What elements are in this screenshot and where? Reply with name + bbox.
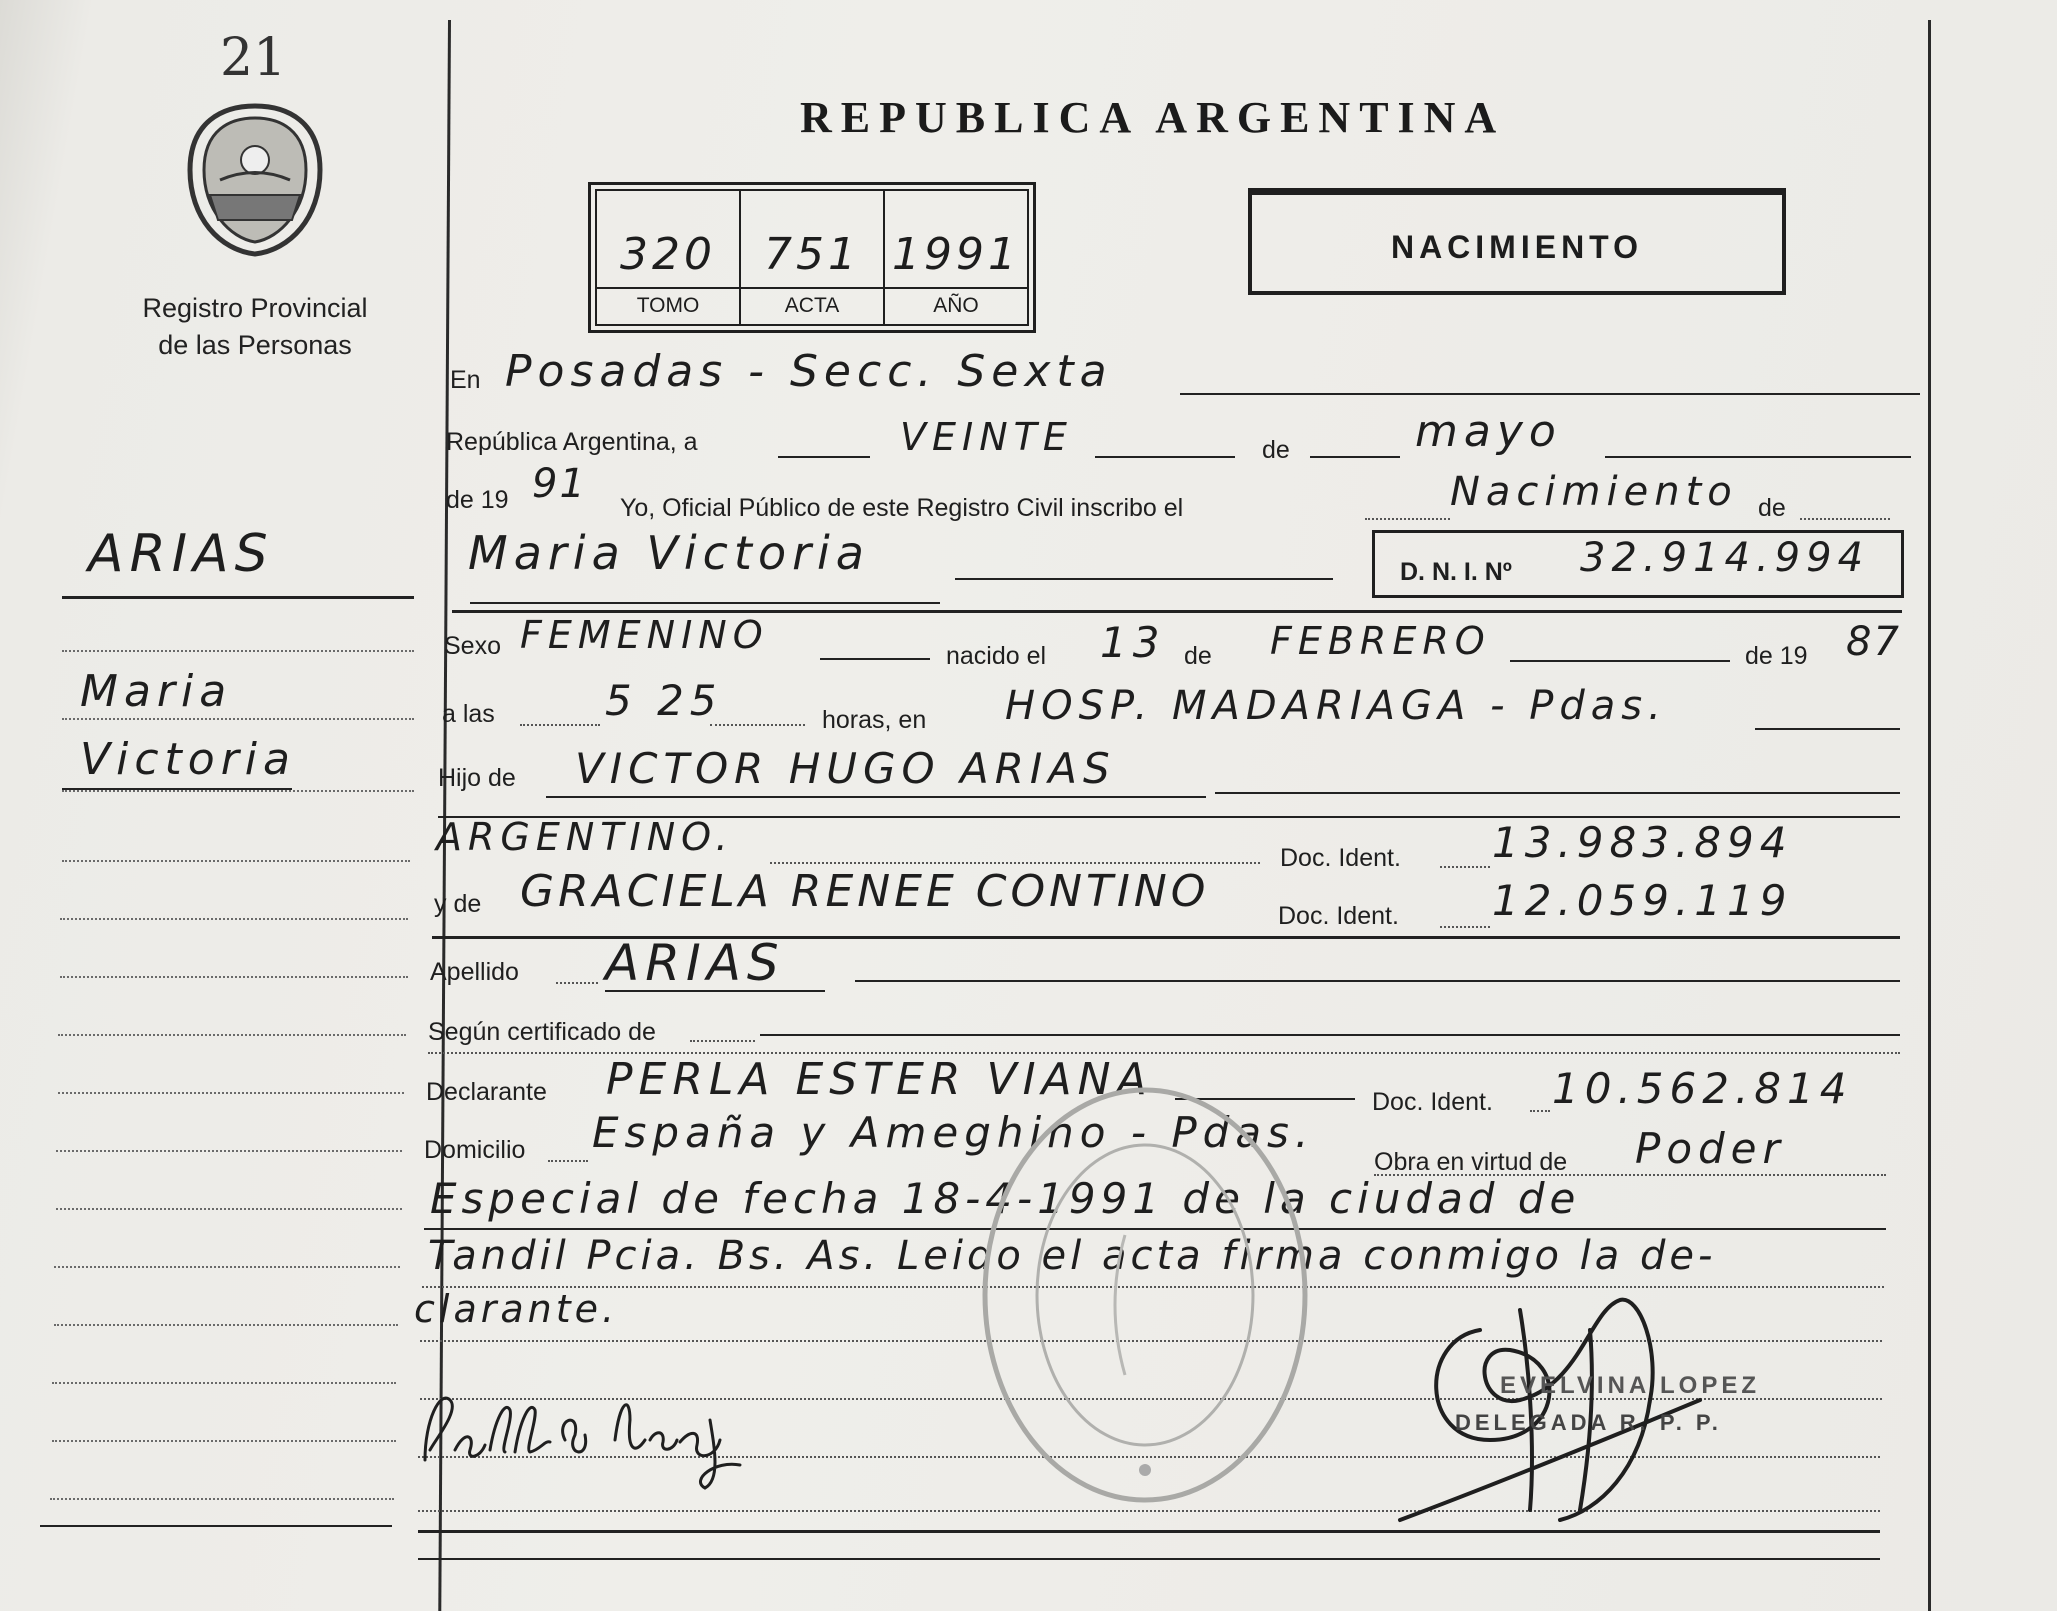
registry-line-1: Registro Provincial <box>142 293 368 323</box>
surname: ARIAS <box>605 934 785 992</box>
margin-given-name-1: Maria <box>80 666 233 717</box>
margin-dotted-line <box>62 790 414 792</box>
margin-dotted-line <box>62 860 410 862</box>
segun-rule <box>760 1034 1900 1036</box>
father-name-rule <box>1215 792 1900 794</box>
birth-month-rule <box>1510 660 1730 662</box>
margin-dotted-line <box>56 1208 402 1210</box>
father-name-underline <box>546 796 1206 798</box>
sex-rule <box>820 658 930 660</box>
bottom-rule-2 <box>418 1558 1880 1560</box>
birth-place: HOSP. MADARIAGA - Pdas. <box>1005 683 1667 729</box>
apellido-label: Apellido <box>430 958 519 986</box>
margin-rule <box>62 596 414 599</box>
document-type-box <box>1248 188 1786 295</box>
segun-dots <box>690 1040 755 1042</box>
surname-underline <box>605 990 825 992</box>
surname-rule <box>855 980 1900 982</box>
registry-name <box>95 290 415 364</box>
margin-given-name-2: Victoria <box>80 734 296 785</box>
declarant-doc-dots <box>1530 1110 1550 1112</box>
horas-label: horas, en <box>822 706 927 734</box>
birth-year-suffix: 87 <box>1846 619 1901 665</box>
segun-label: Según certificado de <box>428 1018 656 1046</box>
margin-dotted-line <box>56 1150 402 1152</box>
full-name: Maria Victoria <box>468 526 870 580</box>
page-number: 21 <box>220 28 287 88</box>
day-rule-right <box>1095 456 1235 458</box>
province-seal-icon <box>180 100 330 260</box>
month-rule-left <box>1310 456 1400 458</box>
nacido-label: nacido el <box>946 642 1047 670</box>
declarant-doc-label: Doc. Ident. <box>1372 1088 1493 1116</box>
de19-label-2: de 19 <box>1745 642 1808 670</box>
margin-dotted-line <box>54 1324 398 1326</box>
sexo-label: Sexo <box>444 632 501 660</box>
declarant-signature <box>415 1380 745 1490</box>
reference-box <box>588 182 1036 333</box>
mother-doc-label: Doc. Ident. <box>1278 902 1399 930</box>
obra-label: Obra en virtud de <box>1374 1148 1568 1176</box>
declarant: PERLA ESTER VIANA <box>606 1054 1153 1105</box>
acta-value: 751 <box>764 229 860 280</box>
tomo-cell <box>597 191 741 324</box>
dni-label: D. N. I. Nº <box>1400 558 1512 586</box>
margin-dotted-line <box>50 1498 394 1500</box>
sex: FEMENINO <box>520 613 769 657</box>
father-doc: 13.983.894 <box>1492 818 1793 867</box>
dni-value: 32.914.994 <box>1580 535 1870 581</box>
officer-name-stamp: EVELVINA LOPEZ <box>1500 1372 1761 1399</box>
acta-cell <box>741 191 885 324</box>
month-rule-right <box>1605 456 1911 458</box>
de-label-2: de <box>1758 494 1786 522</box>
margin-bottom-rule <box>40 1525 392 1527</box>
margin-dotted-line <box>58 1092 404 1094</box>
address-dots <box>548 1160 588 1162</box>
hijo-label: Hijo de <box>438 764 516 792</box>
tomo-value: 320 <box>620 229 716 280</box>
margin-dotted-line <box>52 1440 396 1442</box>
act-type-dots <box>1365 518 1450 520</box>
remarks-line-2: Especial de fecha 18-4-1991 de la ciudad de <box>430 1174 1581 1223</box>
registry-stamp-icon <box>975 1075 1315 1515</box>
margin-dotted-line <box>58 1034 406 1036</box>
registry-line-2: de las Personas <box>158 330 352 360</box>
acta-label: ACTA <box>741 287 883 318</box>
day-rule-left <box>778 456 870 458</box>
remarks-line-1: Poder <box>1635 1124 1786 1173</box>
anio-cell <box>885 191 1027 324</box>
act-type: Nacimiento <box>1450 469 1738 515</box>
de-label: de <box>1262 436 1290 464</box>
en-label: En <box>450 366 481 394</box>
year-suffix: 91 <box>532 461 587 507</box>
father-doc-dots <box>1440 866 1490 868</box>
full-name-underline <box>470 602 940 604</box>
yo-label: Yo, Oficial Público de este Registro Civil inscribo el <box>620 494 1184 522</box>
declarant-doc: 10.562.814 <box>1552 1064 1853 1113</box>
month: mayo <box>1415 406 1562 457</box>
tomo-label: TOMO <box>597 287 739 318</box>
place-rule <box>1180 393 1920 395</box>
margin-dotted-line <box>62 650 414 652</box>
address: España y Ameghino - Pdas. <box>592 1108 1315 1157</box>
margin-dotted-line <box>60 976 408 978</box>
mother-name: GRACIELA RENEE CONTINO <box>520 866 1210 917</box>
margin-dotted-line <box>52 1382 396 1384</box>
right-border <box>1928 20 1931 1611</box>
de-label-3: de <box>1184 642 1212 670</box>
officer-title-stamp: DELEGADA R. P. P. <box>1455 1410 1722 1435</box>
full-name-rule <box>955 578 1333 580</box>
anio-value: 1991 <box>892 229 1020 280</box>
domicilio-label: Domicilio <box>424 1136 526 1164</box>
a-las-label: a las <box>442 700 495 728</box>
time-dots-right <box>710 724 805 726</box>
mother-doc-dots <box>1440 926 1490 928</box>
father-name: VICTOR HUGO ARIAS <box>575 744 1116 793</box>
bottom-rule <box>418 1530 1880 1533</box>
margin-dotted-line <box>62 718 414 720</box>
mother-doc: 12.059.119 <box>1492 876 1793 925</box>
anio-label: AÑO <box>885 287 1027 318</box>
day-words: VEINTE <box>900 415 1073 459</box>
de19-label: de 19 <box>446 486 509 514</box>
father-doc-label: Doc. Ident. <box>1280 844 1401 872</box>
father-nationality: ARGENTINO. <box>436 815 734 859</box>
margin-dotted-line <box>60 918 408 920</box>
birth-month: FEBRERO <box>1270 619 1491 663</box>
document-type: NACIMIENTO <box>1390 229 1644 265</box>
act-type-dots-right <box>1800 518 1890 520</box>
y-de-label: y de <box>434 890 482 918</box>
birth-day: 13 <box>1100 618 1166 667</box>
birth-place-rule <box>1755 728 1900 730</box>
remarks-line-3: Tandil Pcia. Bs. As. Leido el acta firma conmigo la de- <box>428 1233 1717 1279</box>
time-dots <box>520 724 600 726</box>
margin-dotted-line <box>54 1266 400 1268</box>
place: Posadas - Secc. Sexta <box>505 346 1113 397</box>
margin-surname: ARIAS <box>88 524 274 584</box>
surname-dots <box>556 982 598 984</box>
birth-time: 5 25 <box>605 676 723 725</box>
officer-signature <box>1360 1270 1720 1530</box>
declarante-label: Declarante <box>426 1078 547 1106</box>
nationality-dots <box>770 862 1260 864</box>
republica-label: República Argentina, a <box>446 428 698 456</box>
country-title: REPUBLICA ARGENTINA <box>800 93 1506 142</box>
remarks-line-4: clarante. <box>414 1287 619 1331</box>
